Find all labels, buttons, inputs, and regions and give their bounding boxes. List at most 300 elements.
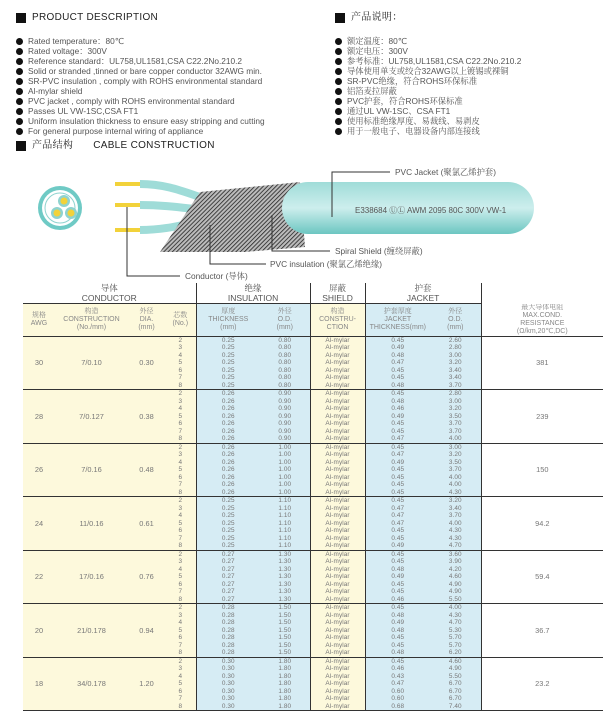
cell-line: 0.45	[391, 481, 405, 488]
cell-line: 7	[178, 481, 183, 488]
description-item: SR-PVC insulation , comply with ROHS environmental standard	[16, 76, 265, 86]
cell-line: 1.30	[278, 550, 292, 558]
cell-line: 1.80	[278, 680, 292, 687]
cell-line: Al-mylar	[325, 435, 350, 442]
cell-line: 4	[178, 619, 183, 626]
cell-line: 1.10	[278, 504, 292, 512]
cell-line: Al-mylar	[325, 412, 350, 420]
cell-line: 护套	[414, 283, 432, 293]
cell-line: 3	[178, 504, 183, 512]
cell-line: 0.48	[391, 565, 405, 573]
cell-line: 5	[178, 519, 183, 527]
cell-line: Al-mylar	[325, 573, 350, 580]
cable-construction-title	[16, 140, 215, 152]
cell-line: 0.80	[278, 381, 292, 389]
cell-line: 0.47	[391, 451, 405, 458]
description-item: 用于一般电子、电器设备内部连接线	[335, 126, 521, 136]
cell-line: 8	[178, 649, 183, 656]
cell-line: Al-mylar	[325, 466, 350, 473]
cell-line: 4.90	[448, 580, 462, 588]
cell-line: 0.45	[391, 366, 405, 374]
cell-line: 屏蔽	[329, 283, 347, 293]
cell-line: 5.50	[448, 595, 462, 603]
awg-cell: 28	[23, 390, 55, 444]
cell-line: Al-mylar	[325, 588, 350, 595]
cross-section	[38, 186, 82, 230]
description-item: PVC护套，符合ROHS环保标准	[335, 96, 521, 106]
cell-line: 0.47	[391, 435, 405, 442]
cell-line: 8	[178, 595, 183, 603]
cell-line: 1.00	[278, 443, 292, 451]
label-shield: Spiral Shield (缠绕屏蔽)	[335, 246, 423, 256]
cell-line: 8	[178, 488, 183, 496]
cell-line: 0.25	[221, 534, 235, 542]
cell-line: 0.25	[221, 542, 235, 549]
resistance-cell: 23.2	[481, 657, 603, 711]
cell-line: 0.48	[391, 626, 405, 634]
jacket-thickness-cell	[365, 390, 430, 444]
cell-line: 4.90	[448, 665, 462, 672]
cell-line: SHIELD	[322, 293, 353, 303]
cell-line: 0.25	[221, 351, 235, 359]
cell-line: Al-mylar	[325, 580, 350, 588]
description-item: 参考标准：UL758,UL1581,CSA C22.2No.210.2	[335, 56, 521, 66]
cell-line: Al-mylar	[325, 336, 350, 344]
description-item: PVC jacket , comply with ROHS environmental standard	[16, 96, 265, 106]
cell-line: 0.45	[391, 466, 405, 473]
cell-line: (No.)	[172, 319, 189, 327]
cell-line: 规格	[32, 311, 46, 319]
cell-line: 0.45	[391, 473, 405, 481]
cell-line: 4	[178, 565, 183, 573]
construction-cell: 17/0.16	[55, 550, 128, 604]
cell-line: 4.70	[448, 542, 462, 549]
cell-line: 1.00	[278, 458, 292, 466]
cell-line: 构造	[84, 307, 99, 315]
cell-line: 0.43	[391, 672, 405, 680]
cores-cell	[165, 604, 196, 658]
cell-line: 3	[178, 558, 183, 565]
cell-line: 3.20	[448, 405, 462, 412]
cell-line: Al-mylar	[325, 672, 350, 680]
cell-line: 1.10	[278, 519, 292, 527]
cell-line: Al-mylar	[325, 611, 350, 619]
cell-line: 5	[178, 359, 183, 366]
cell-line: 0.47	[391, 359, 405, 366]
cell-line: 3.20	[448, 497, 462, 504]
description-item: Solid or stranded ,tinned or bare copper conductor 32AWG min.	[16, 66, 265, 76]
cell-line: Al-mylar	[325, 657, 350, 665]
cell-line: 0.28	[221, 611, 235, 619]
cell-line: 6.70	[448, 687, 462, 695]
cell-line: Al-mylar	[325, 351, 350, 359]
construction-cell: 34/0.178	[55, 657, 128, 711]
table-row-group	[23, 443, 603, 497]
square-icon	[16, 13, 26, 23]
cell-line: 0.45	[391, 534, 405, 542]
cell-line: DIA.	[139, 315, 154, 323]
cell-line: CONSTRUCTION	[63, 315, 120, 323]
cell-line: 0.28	[221, 641, 235, 649]
cell-line: Al-mylar	[325, 527, 350, 534]
cell-line: 最大导体电阻	[521, 303, 564, 311]
product-description-title	[16, 12, 158, 24]
cell-line: 0.80	[278, 344, 292, 351]
column-header	[55, 304, 128, 337]
cell-line: 0.27	[221, 573, 235, 580]
cell-line: Al-mylar	[325, 702, 350, 710]
jacket-od-cell	[430, 390, 481, 444]
cell-line: 4	[178, 405, 183, 412]
cores-cell	[165, 497, 196, 551]
shield-cell	[310, 657, 365, 711]
cell-line: O.D.	[277, 315, 292, 323]
column-header	[196, 304, 260, 337]
cell-line: 2	[178, 550, 183, 558]
resistance-cell: 381	[481, 336, 603, 390]
cell-line: (Ω/km,20℃,DC)	[516, 327, 568, 335]
cell-line: Al-mylar	[325, 481, 350, 488]
cell-line: THICKNESS(mm)	[369, 323, 426, 331]
title-cn: 产品结构	[32, 140, 74, 151]
cell-line: Al-mylar	[325, 443, 350, 451]
cell-line: 0.49	[391, 619, 405, 626]
jacket-thickness-cell	[365, 550, 430, 604]
awg-cell: 30	[23, 336, 55, 390]
cell-line: 1.50	[278, 634, 292, 641]
cell-line: Al-mylar	[325, 558, 350, 565]
jacket-od-cell	[430, 443, 481, 497]
cell-line: 5.50	[448, 672, 462, 680]
cell-line: 6.70	[448, 695, 462, 702]
insulation-thickness-cell	[196, 604, 260, 658]
cell-line: 4	[178, 672, 183, 680]
cell-line: 1.30	[278, 573, 292, 580]
table-row-group	[23, 550, 603, 604]
cell-line: Al-mylar	[325, 344, 350, 351]
insulation-od-cell	[260, 497, 310, 551]
cell-line: Al-mylar	[325, 550, 350, 558]
cell-line: Al-mylar	[325, 595, 350, 603]
cell-line: 0.28	[221, 619, 235, 626]
cell-line: 6	[178, 473, 183, 481]
cell-line: (mm)	[447, 323, 464, 331]
cell-line: 0.25	[221, 527, 235, 534]
cell-line: 4	[178, 458, 183, 466]
cell-line: 0.46	[391, 665, 405, 672]
cell-line: 6	[178, 366, 183, 374]
cell-line: 1.00	[278, 488, 292, 496]
cell-line: Al-mylar	[325, 359, 350, 366]
table-row-group	[23, 497, 603, 551]
dia-cell: 0.38	[128, 390, 165, 444]
square-icon	[335, 13, 345, 23]
cell-line: 0.48	[391, 351, 405, 359]
shield-cell	[310, 443, 365, 497]
cell-line: 3	[178, 451, 183, 458]
cell-line: 0.45	[391, 550, 405, 558]
cell-line: 2	[178, 390, 183, 397]
cell-line: 5	[178, 412, 183, 420]
cell-line: 1.10	[278, 512, 292, 519]
cell-line: 0.46	[391, 405, 405, 412]
cell-line: 0.45	[391, 588, 405, 595]
dia-cell: 0.61	[128, 497, 165, 551]
cell-line: 1.80	[278, 687, 292, 695]
square-icon	[16, 141, 26, 151]
cell-line: Al-mylar	[325, 458, 350, 466]
cell-line: 0.90	[278, 427, 292, 435]
cell-line: 3.90	[448, 558, 462, 565]
cell-line: 0.90	[278, 412, 292, 420]
cell-line: 7.40	[448, 702, 462, 710]
cell-line: 4.30	[448, 527, 462, 534]
cell-line: 3.70	[448, 427, 462, 435]
cell-line: 3	[178, 344, 183, 351]
cell-line: 5	[178, 466, 183, 473]
cell-line: 0.47	[391, 519, 405, 527]
cell-line: 0.27	[221, 580, 235, 588]
cell-line: 3.70	[448, 381, 462, 389]
description-item: Uniform insulation thickness to ensure easy stripping and cutting	[16, 116, 265, 126]
table-row-group	[23, 336, 603, 390]
jacket-od-cell	[430, 497, 481, 551]
cell-line: 3.70	[448, 512, 462, 519]
cell-line: 1.00	[278, 466, 292, 473]
cell-line: 0.48	[391, 381, 405, 389]
cell-line: 4.30	[448, 611, 462, 619]
cell-line: 1.50	[278, 626, 292, 634]
cable-print: E338684 ⓊⓁ AWM 2095 80C 300V VW-1	[355, 206, 507, 215]
cell-line: 3.00	[448, 351, 462, 359]
description-item: 导体使用单支或绞合32AWG以上镀锡或裸铜	[335, 66, 521, 76]
column-header	[128, 304, 165, 337]
cell-line: Al-mylar	[325, 366, 350, 374]
cell-line: 0.26	[221, 451, 235, 458]
group-header	[23, 283, 196, 304]
cell-line: 4.00	[448, 435, 462, 442]
cell-line: 0.60	[391, 687, 405, 695]
cell-line: 3.50	[448, 412, 462, 420]
cell-line: 0.30	[221, 672, 235, 680]
column-header	[23, 304, 55, 337]
dia-cell: 0.30	[128, 336, 165, 390]
cell-line: 8	[178, 435, 183, 442]
column-header	[260, 304, 310, 337]
cell-line: 3.40	[448, 374, 462, 381]
cell-line: 1.80	[278, 702, 292, 710]
cell-line: 2	[178, 336, 183, 344]
cell-line: 0.26	[221, 473, 235, 481]
cell-line: 4.00	[448, 481, 462, 488]
cell-line: 1.30	[278, 595, 292, 603]
jacket-thickness-cell	[365, 497, 430, 551]
cell-line: 0.26	[221, 427, 235, 435]
resistance-cell: 94.2	[481, 497, 603, 551]
cell-line: 0.25	[221, 344, 235, 351]
cell-line: 0.27	[221, 558, 235, 565]
cell-line: 1.30	[278, 565, 292, 573]
cell-line: 0.45	[391, 497, 405, 504]
cell-line: 5.30	[448, 626, 462, 634]
cell-line: 4.30	[448, 488, 462, 496]
cores-cell	[165, 657, 196, 711]
cell-line: 5	[178, 680, 183, 687]
cell-line: Al-mylar	[325, 374, 350, 381]
awg-cell: 26	[23, 443, 55, 497]
cell-line: 2.60	[448, 336, 462, 344]
description-item: Al-mylar shield	[16, 86, 265, 96]
cell-line: 1.50	[278, 611, 292, 619]
insulation-od-cell	[260, 657, 310, 711]
cell-line: 0.27	[221, 588, 235, 595]
cell-line: Al-mylar	[325, 473, 350, 481]
group-header	[310, 283, 365, 304]
cell-line: 4.30	[448, 534, 462, 542]
insulation-od-cell	[260, 390, 310, 444]
cell-line: 0.25	[221, 374, 235, 381]
cell-line: Al-mylar	[325, 427, 350, 435]
cell-line: 0.47	[391, 504, 405, 512]
cell-line: 4.00	[448, 604, 462, 611]
cell-line: 4	[178, 351, 183, 359]
cell-line: (No./mm)	[76, 323, 107, 331]
cell-line: 4.20	[448, 565, 462, 573]
cell-line: 4.90	[448, 588, 462, 595]
cell-line: 0.48	[391, 649, 405, 656]
cell-line: 2.80	[448, 390, 462, 397]
cell-line: 1.30	[278, 588, 292, 595]
cell-line: 6	[178, 687, 183, 695]
cell-line: 1.10	[278, 534, 292, 542]
cell-line: Al-mylar	[325, 534, 350, 542]
cell-line: 0.49	[391, 344, 405, 351]
cell-line: THICKNESS	[208, 315, 249, 323]
cell-line: 1.80	[278, 657, 292, 665]
cell-line: 3.20	[448, 451, 462, 458]
cell-line: 0.26	[221, 412, 235, 420]
cell-line: 0.45	[391, 558, 405, 565]
cell-line: JACKET	[406, 293, 440, 303]
awg-cell: 22	[23, 550, 55, 604]
cell-line: 0.45	[391, 390, 405, 397]
cell-line: 5	[178, 573, 183, 580]
cell-line: 0.30	[221, 657, 235, 665]
column-header	[165, 304, 196, 337]
cell-line: (mm)	[276, 323, 293, 331]
cell-line: 6	[178, 634, 183, 641]
cell-line: 0.45	[391, 374, 405, 381]
cell-line: 0.27	[221, 595, 235, 603]
dia-cell: 0.94	[128, 604, 165, 658]
cell-line: Al-mylar	[325, 604, 350, 611]
cell-line: 5.70	[448, 634, 462, 641]
jacket-od-cell	[430, 336, 481, 390]
cell-line: Al-mylar	[325, 565, 350, 573]
cell-line: 3.50	[448, 458, 462, 466]
cell-line: 1.80	[278, 695, 292, 702]
cell-line: Al-mylar	[325, 504, 350, 512]
shield-cell	[310, 390, 365, 444]
construction-cell: 7/0.16	[55, 443, 128, 497]
cell-line: 0.49	[391, 458, 405, 466]
dia-cell: 1.20	[128, 657, 165, 711]
title-text: PRODUCT DESCRIPTION	[32, 12, 159, 23]
cell-line: 0.25	[221, 512, 235, 519]
cell-line: Al-mylar	[325, 634, 350, 641]
cell-line: 7	[178, 641, 183, 649]
cell-line: 1.80	[278, 672, 292, 680]
construction-cell: 21/0.178	[55, 604, 128, 658]
cell-line: Al-mylar	[325, 420, 350, 427]
column-header	[365, 304, 430, 337]
cell-line: 0.26	[221, 458, 235, 466]
construction-cell: 11/0.16	[55, 497, 128, 551]
description-item: For general purpose internal wiring of appliance	[16, 126, 265, 136]
cell-line: 4.00	[448, 473, 462, 481]
cell-line: 外径	[448, 307, 463, 315]
cell-line: Al-mylar	[325, 488, 350, 496]
jacket-od-cell	[430, 657, 481, 711]
awg-cell: 18	[23, 657, 55, 711]
cell-line: 0.26	[221, 390, 235, 397]
cell-line: 0.49	[391, 542, 405, 549]
cell-line: 0.45	[391, 580, 405, 588]
insulation-od-cell	[260, 443, 310, 497]
insulation-od-cell	[260, 604, 310, 658]
cell-line: 厚度	[221, 307, 236, 315]
label-jacket: PVC Jacket (聚氯乙烯护套)	[395, 167, 496, 177]
description-list-en	[16, 36, 265, 136]
cell-line: 3.20	[448, 359, 462, 366]
cell-line: 1.00	[278, 473, 292, 481]
description-item: Reference standard：UL758,UL1581,CSA C22.2No.210.2	[16, 56, 265, 66]
cell-line: 2	[178, 604, 183, 611]
cell-line: 7	[178, 695, 183, 702]
shield-cell	[310, 497, 365, 551]
cell-line: 0.49	[391, 412, 405, 420]
cell-line: Al-mylar	[325, 687, 350, 695]
resistance-cell: 36.7	[481, 604, 603, 658]
cell-line: 0.26	[221, 481, 235, 488]
cell-line: 0.27	[221, 565, 235, 573]
cell-line: 4.70	[448, 619, 462, 626]
cell-line: 1.50	[278, 641, 292, 649]
cell-line: INSULATION	[227, 293, 279, 303]
insulation-thickness-cell	[196, 390, 260, 444]
cell-line: 护套厚度	[383, 307, 412, 315]
resistance-cell: 59.4	[481, 550, 603, 604]
shield-cell	[310, 604, 365, 658]
cell-line: Al-mylar	[325, 649, 350, 656]
cell-line: 0.45	[391, 420, 405, 427]
cell-line: 绝缘	[244, 283, 262, 293]
cell-line: 0.25	[221, 519, 235, 527]
cell-line: Al-mylar	[325, 641, 350, 649]
cell-line: 7	[178, 588, 183, 595]
insulation-od-cell	[260, 550, 310, 604]
cell-line: 0.80	[278, 366, 292, 374]
label-insulation: PVC insulation (聚氯乙烯绝缘)	[270, 259, 383, 269]
cell-line: (mm)	[220, 323, 237, 331]
cell-line: 3.40	[448, 504, 462, 512]
cell-line: 3	[178, 611, 183, 619]
cell-line: Al-mylar	[325, 680, 350, 687]
cell-line: 1.10	[278, 542, 292, 549]
insulation-thickness-cell	[196, 550, 260, 604]
cell-line: RESISTANCE	[520, 319, 565, 327]
spec-table	[23, 283, 603, 711]
